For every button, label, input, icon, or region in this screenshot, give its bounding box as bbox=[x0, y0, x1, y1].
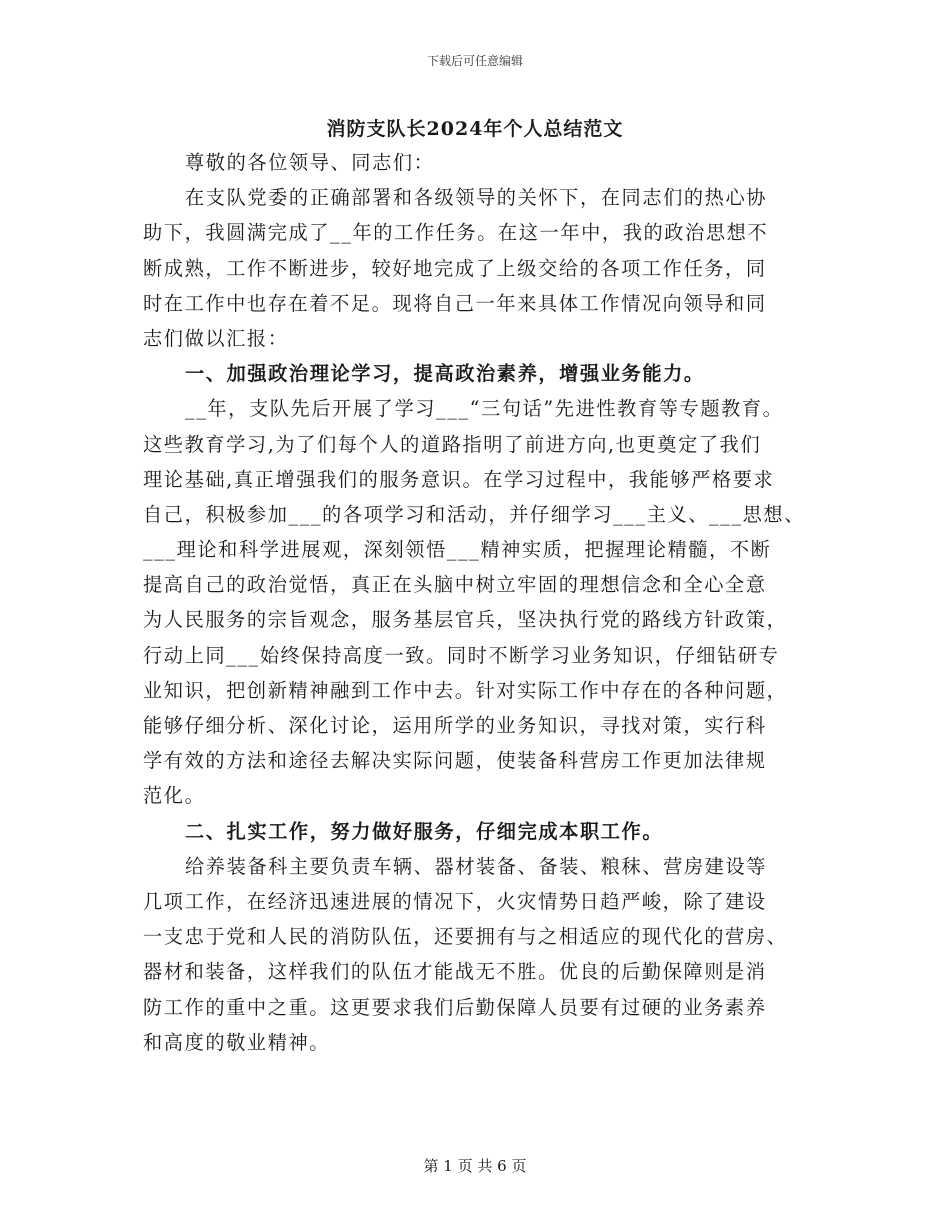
body-line: 防工作的重中之重。这更要求我们后勤保障人员要有过硬的业务素养 bbox=[143, 995, 767, 1019]
document-body bbox=[143, 145, 833, 1060]
body-line: 时在工作中也存在着不足。现将自己一年来具体工作情况向领导和同 bbox=[143, 291, 767, 315]
document-title: 消防支队长2024年个人总结范文 bbox=[326, 118, 624, 140]
body-line: 几项工作，在经济迅速进展的情况下，火灾情势日趋严峻，除了建设 bbox=[143, 889, 767, 913]
body-line: 提高自己的政治觉悟，真正在头脑中树立牢固的理想信念和全心全意 bbox=[143, 573, 767, 597]
body-line: 为人民服务的宗旨观念，服务基层官兵，坚决执行党的路线方针政策， bbox=[143, 608, 788, 632]
body-line: 器材和装备，这样我们的队伍才能战无不胜。优良的后勤保障则是消 bbox=[143, 960, 767, 984]
body-line: __年，支队先后开展了学习___“三句话”先进性教育等专题教育。 bbox=[185, 397, 784, 421]
body-line: 学有效的方法和途径去解决实际问题，使装备科营房工作更加法律规 bbox=[143, 749, 767, 773]
body-line: 行动上同___始终保持高度一致。同时不断学习业务知识，仔细钻研专 bbox=[143, 643, 780, 667]
body-line: 能够仔细分析、深化讨论，运用所学的业务知识，寻找对策，实行科 bbox=[143, 714, 767, 737]
body-line: 理论基础,真正增强我们的服务意识。在学习过程中，我能够严格要求 bbox=[143, 467, 775, 491]
page-number-footer: 第 1 页 共 6 页 bbox=[423, 1157, 527, 1175]
body-line: 给养装备科主要负责车辆、器材装备、备装、粮秣、营房建设等 bbox=[185, 854, 768, 878]
body-line: 自己，积极参加___的各项学习和活动，并仔细学习___主义、___思想、 bbox=[143, 502, 806, 526]
section-heading: 一、加强政治理论学习，提高政治素养，增强业务能力。 bbox=[185, 362, 705, 386]
body-line: 一支忠于党和人民的消防队伍，还要拥有与之相适应的现代化的营房、 bbox=[143, 925, 788, 949]
body-line: 和高度的敬业精神。 bbox=[143, 1030, 331, 1054]
body-line: 这些教育学习,为了们每个人的道路指明了前进方向,也更奠定了我们 bbox=[143, 432, 762, 456]
body-line: ___理论和科学进展观，深刻领悟___精神实质，把握理论精髓，不断 bbox=[143, 538, 772, 562]
section-heading: 二、扎实工作，努力做好服务，仔细完成本职工作。 bbox=[185, 819, 664, 843]
body-line: 断成熟，工作不断进步，较好地完成了上级交给的各项工作任务，同 bbox=[143, 256, 767, 280]
body-line: 助下，我圆满完成了__年的工作任务。在这一年中，我的政治思想不 bbox=[143, 221, 769, 245]
body-line: 业知识，把创新精神融到工作中去。针对实际工作中存在的各种问题， bbox=[143, 678, 788, 702]
header-note: 下载后可任意编辑 bbox=[426, 54, 523, 68]
body-line: 志们做以汇报： bbox=[143, 326, 289, 350]
body-line: 范化。 bbox=[143, 784, 206, 808]
body-line: 尊敬的各位领导、同志们： bbox=[185, 151, 435, 174]
body-line: 在支队党委的正确部署和各级领导的关怀下，在同志们的热心协 bbox=[185, 186, 768, 210]
